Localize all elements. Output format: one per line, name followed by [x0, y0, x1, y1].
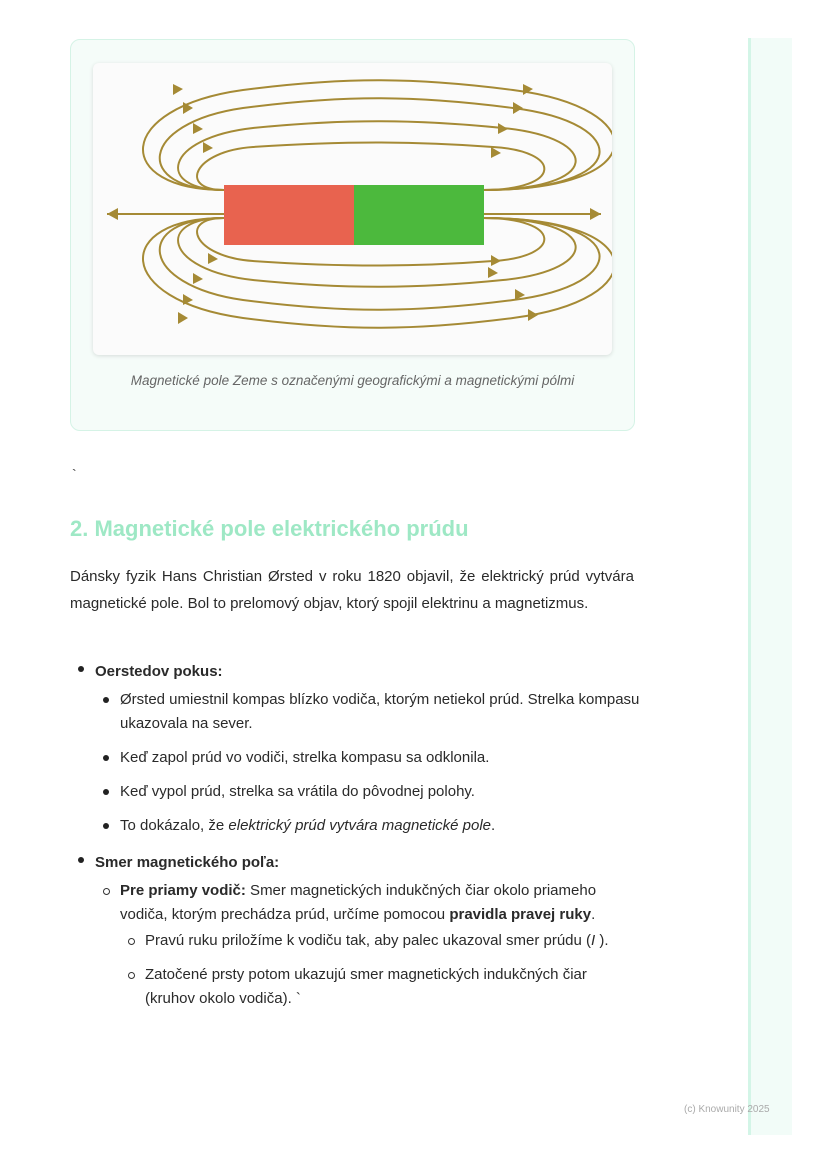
list-item-text: To dokázalo, že [120, 817, 229, 834]
list-item-text: Pravú ruku priložíme k vodiču tak, aby palec ukazoval smer prúdu ( [145, 932, 592, 949]
current-symbol: I [591, 932, 596, 949]
side-panel [748, 38, 792, 1135]
list-item [95, 746, 640, 770]
list-item-direction [70, 850, 640, 1011]
figure-card [70, 39, 635, 431]
list-item-text: Ørsted umiestnil kompas blízko vodiča, ktorým netiekol prúd. Strelka kompasu ukazovala na sever. [120, 691, 640, 732]
footer-copyright: (c) Knowunity 2025 [684, 1104, 770, 1115]
magnet-pole-right [354, 185, 484, 245]
list-item-text: . [591, 906, 596, 923]
list-item-text: . [491, 817, 496, 834]
list-item-text: Keď zapol prúd vo vodiči, strelka kompasu sa odklonila. [120, 749, 490, 766]
intro-paragraph: Dánsky fyzik Hans Christian Ørsted v roku 1820 objavil, že elektrický prúd vytvára magnetické pole. Bol to prelomový objav, ktorý spojil elektrinu a magnetizmus. [70, 568, 634, 612]
bold-text: Pre priamy vodič: [120, 882, 246, 899]
list-item [95, 780, 640, 804]
list-item [95, 688, 640, 736]
list-item [120, 929, 640, 953]
list-item-text: Smer magnetických indukčných čiar okolo priameho vodiča, ktorým prechádza prúd, určíme pomocou [120, 882, 597, 923]
list-item-title: Oerstedov pokus: [95, 663, 223, 680]
list-item-text: ). [595, 932, 609, 949]
figure-caption: Magnetické pole Zeme s označenými geografickými a magnetickými pólmi [130, 373, 575, 388]
list-item [95, 814, 640, 838]
list-item-title: Smer magnetického poľa: [95, 854, 280, 871]
magnet-field-illustration [93, 63, 612, 355]
magnet-pole-left [224, 185, 354, 245]
section-heading: 2. Magnetické pole elektrického prúdu [70, 516, 469, 541]
list-item-oersted [70, 659, 640, 838]
bold-text: pravidla pravej ruky [449, 906, 592, 923]
list-item-straight-wire [95, 879, 640, 1011]
list-item [120, 963, 640, 1011]
stray-backtick: ` [72, 466, 77, 482]
emphasis-text: elektrický prúd vytvára magnetické pole [228, 817, 492, 834]
bullet-list [70, 659, 640, 1021]
list-item-text: Zatočené prsty potom ukazujú smer magnetických indukčných čiar (kruhov okolo vodiča). ` [145, 966, 587, 1007]
list-item-text: Keď vypol prúd, strelka sa vrátila do pôvodnej polohy. [120, 783, 475, 800]
magnet-field-svg [93, 63, 612, 355]
